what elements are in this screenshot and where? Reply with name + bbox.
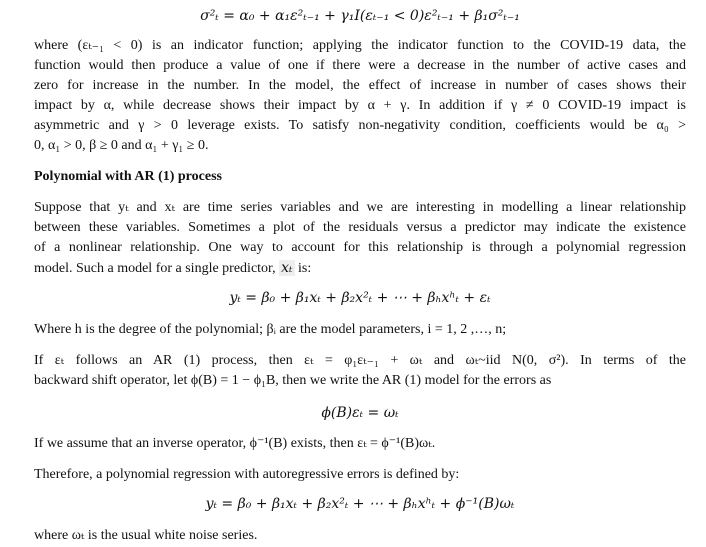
highlighted-variable: xₜ <box>281 260 293 276</box>
text-fragment: model. Such a model for a single predictor, <box>34 261 276 276</box>
text-line: of a nonlinear relationship. One way to account for this relationship is through a polynomial regression <box>34 240 686 255</box>
polynomial-equation: yₜ = β₀ + β₁xₜ + β₂x²ₜ + ⋯ + βₕxʰₜ + εₜ <box>229 290 491 306</box>
text-line: impact by α, while decrease shows their impact by α + γ. In addition if γ ≠ 0 COVID-19 impact is <box>34 98 686 113</box>
therefore-line: Therefore, a polynomial regression with autoregressive errors is defined by: <box>34 467 460 482</box>
text-line: between these variables. Sometimes a plot of the residuals versus a predictor may indicate the existence <box>34 220 686 235</box>
text-line: Suppose that yₜ and xₜ are time series variables and we are interesting in modelling a linear relationship <box>34 200 686 215</box>
white-noise-line: where ωₜ is the usual white noise series. <box>34 528 258 543</box>
gjr-garch-equation: σ²ₜ = α₀ + α₁ε²ₜ₋₁ + γ₁I(εₜ₋₁ < 0)ε²ₜ₋₁ + β₁σ²ₜ₋₁ <box>200 8 520 24</box>
text-line: where (εₜ₋₁ < 0) is an indicator function; applying the indicator function to the COVID-19 data, the <box>34 38 686 53</box>
polynomial-paragraph <box>34 198 686 278</box>
section-heading: Polynomial with AR (1) process <box>34 169 222 184</box>
text-line: function would then produce a value of one if there were a decrease in the number of active cases and <box>34 58 686 73</box>
text-line: backward shift operator, let ϕ(B) = 1 − ϕ₁B, then we write the AR (1) model for the errors as <box>34 373 552 388</box>
text-line: zero for increase in the number. In the model, the effect of increase in number of cases shows their <box>34 78 686 93</box>
text-line: 0, α₁ > 0, β ≥ 0 and α₁ + γ₁ ≥ 0. <box>34 138 209 153</box>
text-line: asymmetric and γ > 0 leverage exists. To satisfy non-negativity condition, coefficients would be α₀ > <box>34 118 686 133</box>
text-fragment: is: <box>298 261 312 276</box>
inverse-operator-line: If we assume that an inverse operator, ϕ⁻¹(B) exists, then εₜ = ϕ⁻¹(B)ωₜ. <box>34 436 436 451</box>
ar-operator-equation: ϕ(B)εₜ = ωₜ <box>321 405 399 421</box>
degree-line: Where h is the degree of the polynomial; βᵢ are the model parameters, i = 1, 2 ,…, n; <box>34 322 507 337</box>
text-line: If εₜ follows an AR (1) process, then εₜ = φ₁εₜ₋₁ + ωₜ and ωₜ~iid N(0, σ²). In terms of the <box>34 353 686 368</box>
text-line <box>34 258 686 278</box>
indicator-paragraph <box>34 36 686 156</box>
ar-process-paragraph <box>34 351 686 391</box>
polynomial-ar-equation: yₜ = β₀ + β₁xₜ + β₂x²ₜ + ⋯ + βₕxʰₜ + ϕ⁻¹(B)ωₜ <box>205 496 515 512</box>
